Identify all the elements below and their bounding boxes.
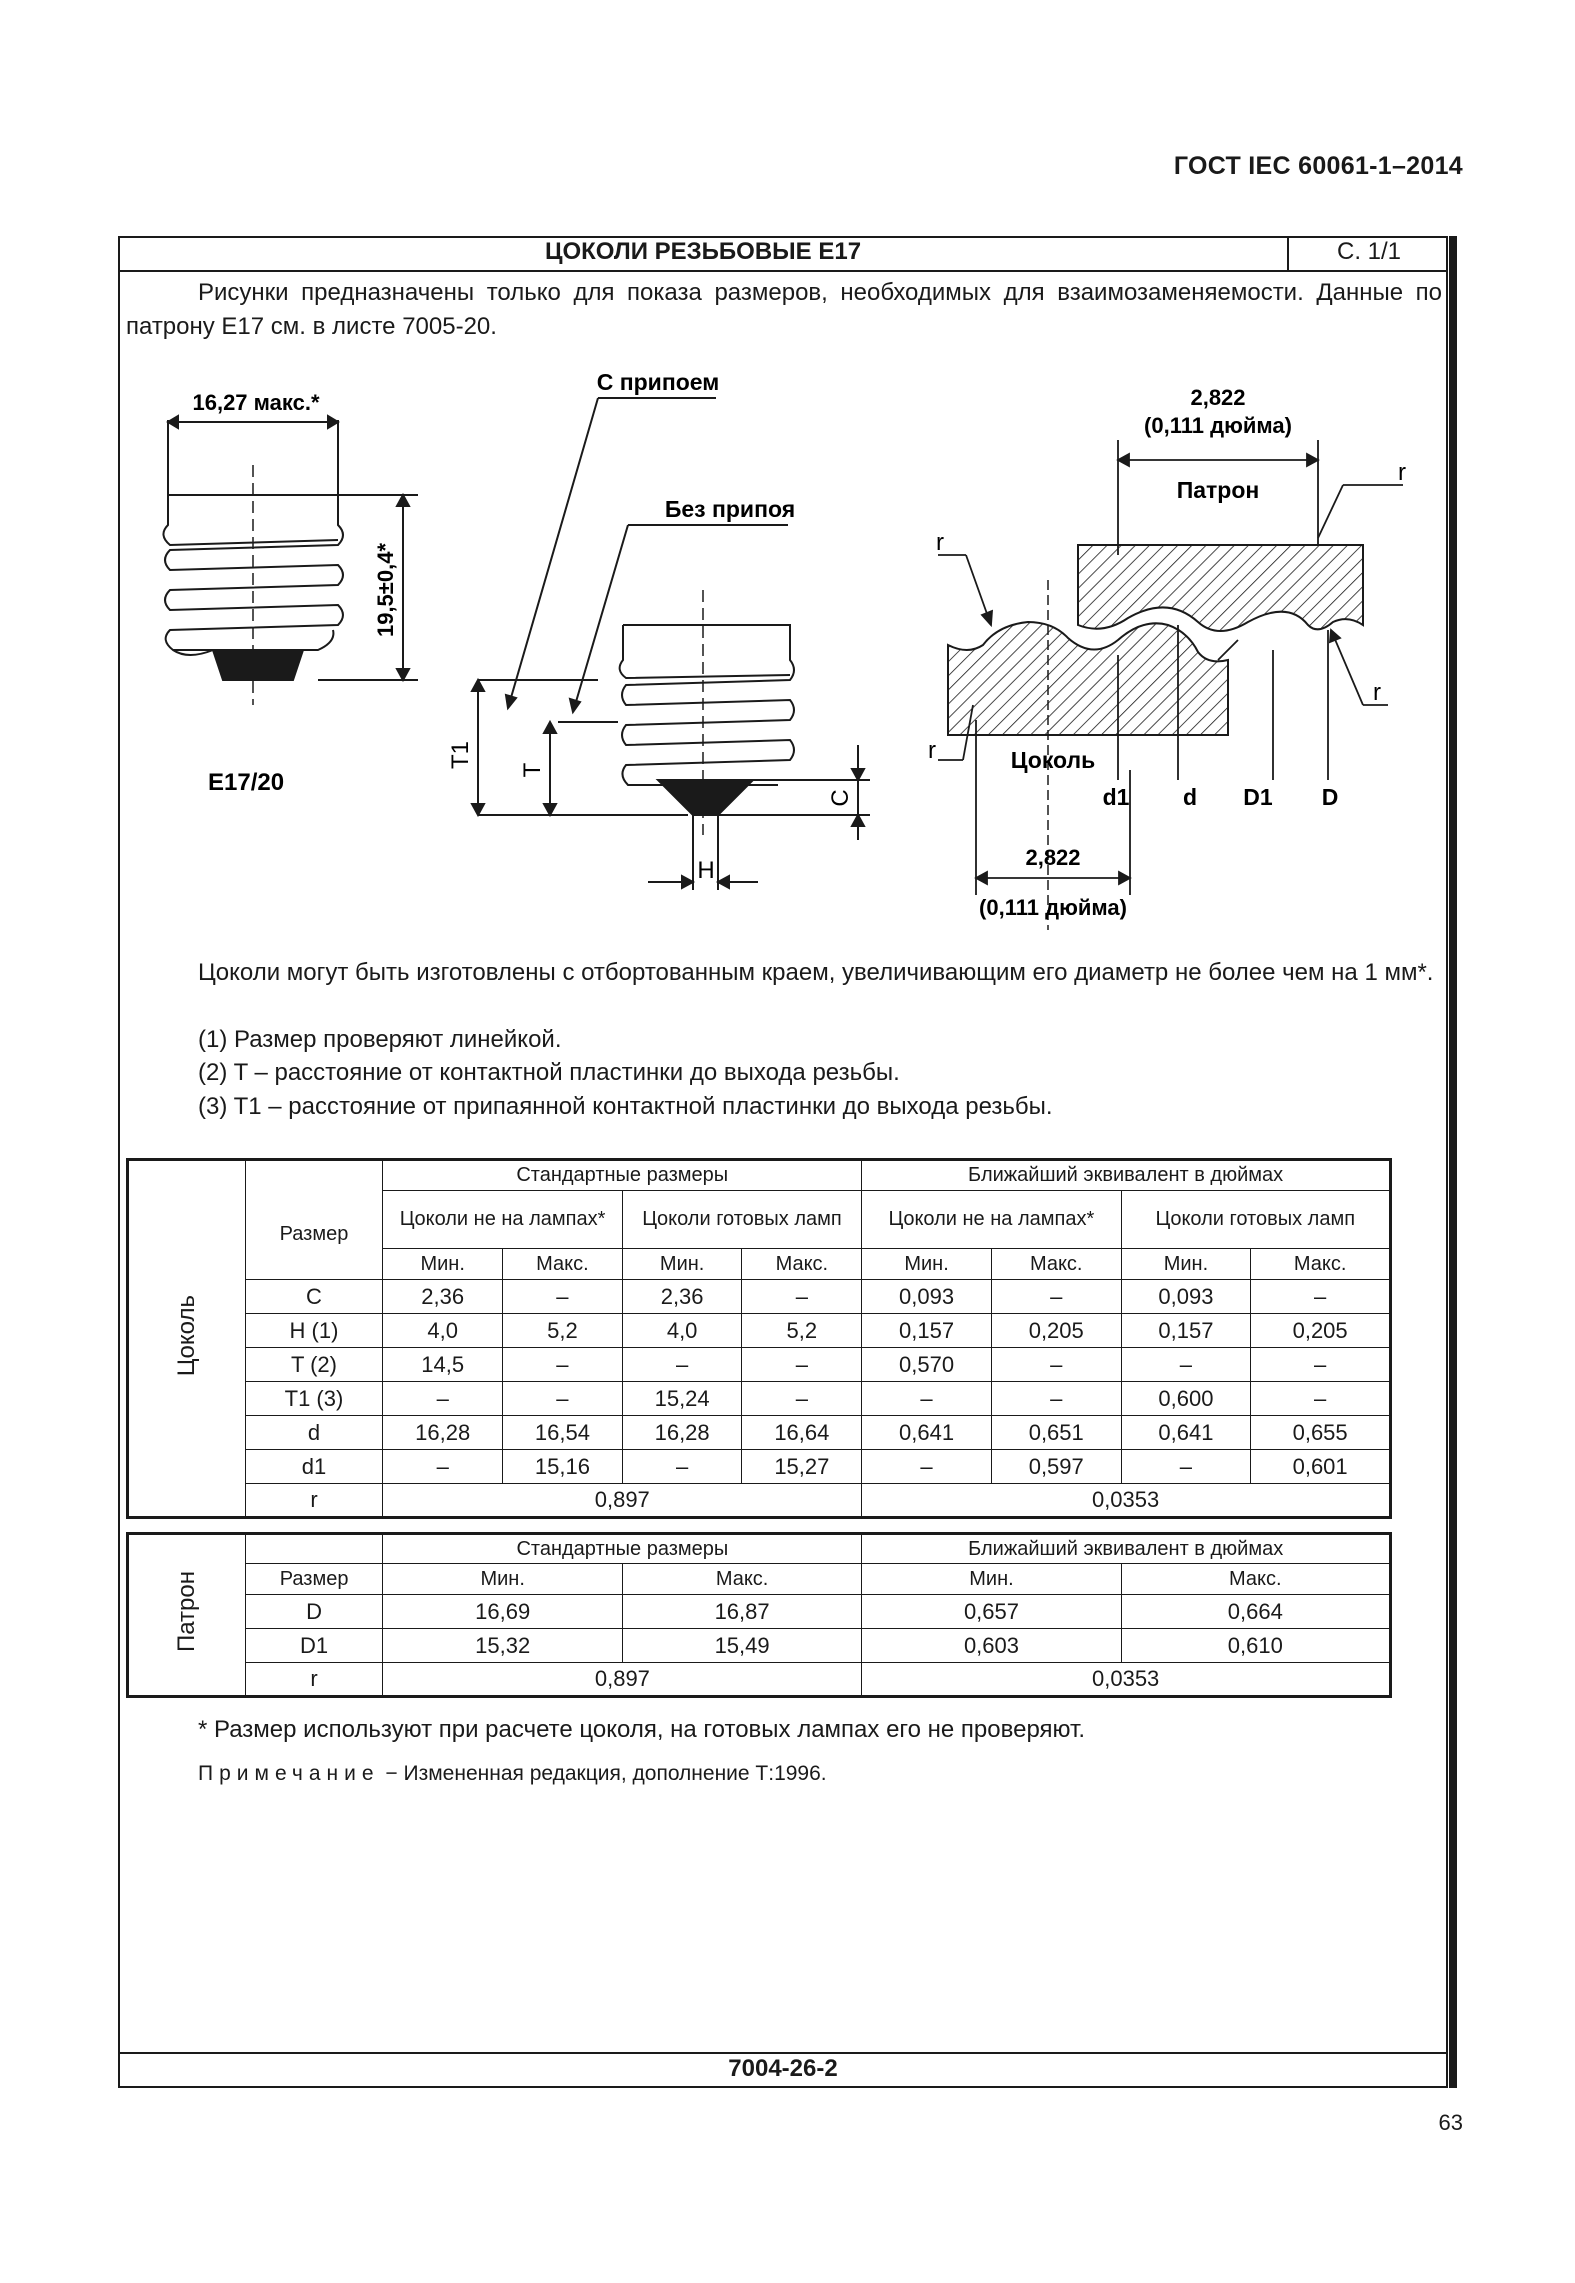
- with-solder-label: С припоем: [596, 369, 720, 395]
- table-row: [128, 1629, 1391, 1663]
- D1-label: D1: [1243, 784, 1273, 810]
- table-row: [128, 1663, 1391, 1697]
- page-number: 63: [1438, 2110, 1463, 2135]
- min-header: Мин.: [383, 1564, 622, 1595]
- min-header: Мин.: [862, 1564, 1121, 1595]
- table-cell: –: [1251, 1382, 1391, 1416]
- bottom-dim-inch-label: (0,111 дюйма): [979, 895, 1127, 920]
- table-row: [128, 1314, 1391, 1348]
- min-header: Мин.: [383, 1249, 503, 1280]
- width-dim-label: 16,27 макс.*: [192, 390, 320, 415]
- finished-lamps-inch-header: Цоколи готовых ламп: [1121, 1191, 1390, 1249]
- std-group-header: Стандартные размеры: [383, 1534, 862, 1564]
- note-label: Примечание: [198, 1762, 380, 1785]
- table-cell: 0,655: [1251, 1416, 1391, 1450]
- paragraph-note-3: (3) T1 – расстояние от припаянной контактной пластинки до выхода резьбы.: [198, 1093, 1053, 1120]
- max-header: Макс.: [1121, 1564, 1390, 1595]
- h-label: H: [697, 857, 715, 884]
- d-label: d: [1182, 784, 1198, 810]
- technical-drawing: [118, 360, 1448, 930]
- note: [198, 1762, 827, 1786]
- table-row: [128, 1450, 1391, 1484]
- base-type-label: E17/20: [208, 769, 285, 796]
- bottom-dim-label: 2,822: [1025, 845, 1081, 870]
- std-group-header: Стандартные размеры: [383, 1160, 862, 1191]
- max-header: Макс.: [991, 1249, 1121, 1280]
- solder-sketch: [472, 398, 870, 890]
- sheet-frame-shadow: [1449, 236, 1457, 2088]
- table-cell: 0,600: [1121, 1382, 1251, 1416]
- paragraph-note-2: (2) T – расстояние от контактной пластинки до выхода резьбы.: [198, 1059, 900, 1086]
- table-cell: 0,897: [383, 1484, 862, 1518]
- table-row: [128, 1416, 1391, 1450]
- table-cell: 15,24: [622, 1382, 742, 1416]
- intro-text: Рисунки предназначены только для показа размеров, необходимых для взаимозаменяемости. Данные по патрону E17 см. в листе 7005-20.: [126, 279, 1442, 340]
- table-cell: 16,28: [622, 1416, 742, 1450]
- note-text: − Измененная редакция, дополнение Т:1996.: [385, 1762, 827, 1785]
- top-dim-inch-label: (0,111 дюйма): [1144, 413, 1292, 438]
- table-row: [128, 1382, 1391, 1416]
- without-solder-label: Без припоя: [664, 496, 796, 522]
- table-cell: 0,641: [862, 1416, 992, 1450]
- sheet-code: 7004-26-2: [728, 2055, 838, 2082]
- table-cell: 0,0353: [862, 1484, 1391, 1518]
- paragraph-main: Цоколи могут быть изготовлены с отбортованным краем, увеличивающим его диаметр не более чем на 1 мм*.: [198, 959, 1434, 986]
- table-cell: d1: [245, 1450, 383, 1484]
- table-cell: 0,610: [1121, 1629, 1390, 1663]
- height-dim-label: 19,5±0,4*: [373, 542, 398, 638]
- table-cell: –: [383, 1450, 503, 1484]
- sheet-page-indicator: С. 1/1: [1336, 238, 1402, 265]
- d1-label: d1: [1102, 784, 1130, 810]
- table-row: [128, 1484, 1391, 1518]
- table-cell: 15,16: [503, 1450, 623, 1484]
- table-cell: 0,664: [1121, 1595, 1390, 1629]
- finished-lamps-header: Цоколи готовых ламп: [622, 1191, 861, 1249]
- table-cell: 0,157: [1121, 1314, 1251, 1348]
- top-dim-label: 2,822: [1190, 385, 1246, 410]
- table-cell: –: [742, 1382, 862, 1416]
- table-cell: 0,0353: [862, 1663, 1391, 1697]
- holder-side-label: Патрон: [172, 1571, 200, 1653]
- radius-label-bottom-left: r: [928, 737, 936, 764]
- holder-side-label-cell: [128, 1534, 246, 1697]
- table-cell: 4,0: [622, 1314, 742, 1348]
- not-on-lamps-inch-header: Цоколи не на лампах*: [862, 1191, 1121, 1249]
- table-cell: 16,64: [742, 1416, 862, 1450]
- table-cell: 15,49: [622, 1629, 861, 1663]
- table-cell: –: [862, 1382, 992, 1416]
- max-header: Макс.: [742, 1249, 862, 1280]
- table-cell: –: [1121, 1348, 1251, 1382]
- table-cell: –: [1121, 1450, 1251, 1484]
- table-cell: 16,87: [622, 1595, 861, 1629]
- table-cell: 0,603: [862, 1629, 1121, 1663]
- table-cell: 2,36: [622, 1280, 742, 1314]
- table-cell: –: [742, 1348, 862, 1382]
- max-header: Макс.: [1251, 1249, 1391, 1280]
- footer-divider: [118, 2052, 1448, 2054]
- table-cell: –: [991, 1280, 1121, 1314]
- base-side-label: Цоколь: [172, 1294, 200, 1377]
- holder-label: Патрон: [1176, 477, 1260, 503]
- table-cell: –: [383, 1382, 503, 1416]
- table-cell: 0,570: [862, 1348, 992, 1382]
- t-label: T: [519, 762, 546, 778]
- table-cell: D: [245, 1595, 383, 1629]
- table-cell: 16,54: [503, 1416, 623, 1450]
- min-header: Мин.: [1121, 1249, 1251, 1280]
- table-cell: –: [622, 1450, 742, 1484]
- table-cell: –: [862, 1450, 992, 1484]
- radius-label-left: r: [936, 529, 944, 556]
- table-cell: –: [1251, 1348, 1391, 1382]
- table-cell: C: [245, 1280, 383, 1314]
- table-cell: 15,32: [383, 1629, 622, 1663]
- table-cell: 2,36: [383, 1280, 503, 1314]
- D-label: D: [1321, 784, 1339, 810]
- table-cell: –: [991, 1382, 1121, 1416]
- c-label: C: [827, 789, 854, 807]
- thread-profile-sketch: [938, 440, 1403, 930]
- table-cell: 14,5: [383, 1348, 503, 1382]
- table-cell: –: [503, 1348, 623, 1382]
- table-cell: 0,093: [862, 1280, 992, 1314]
- table-cell: 0,897: [383, 1663, 862, 1697]
- table-cell: 0,601: [1251, 1450, 1391, 1484]
- base-dimensions-table: [126, 1158, 1392, 1519]
- table-cell: –: [1251, 1280, 1391, 1314]
- table-cell: 5,2: [503, 1314, 623, 1348]
- table-row: [128, 1595, 1391, 1629]
- document-header: ГОСТ IEC 60061-1–2014: [1173, 152, 1463, 180]
- inch-group-header: Ближайший эквивалент в дюймах: [862, 1160, 1391, 1191]
- table-cell: –: [991, 1348, 1121, 1382]
- table-cell: D1: [245, 1629, 383, 1663]
- t1-label: T1: [447, 740, 474, 770]
- size-header: Размер: [245, 1191, 383, 1280]
- min-header: Мин.: [862, 1249, 992, 1280]
- table-cell: 0,205: [1251, 1314, 1391, 1348]
- table-cell: 0,657: [862, 1595, 1121, 1629]
- paragraph-note-1: (1) Размер проверяют линейкой.: [198, 1026, 562, 1053]
- radius-label-top-right: r: [1398, 459, 1406, 486]
- sheet-title: ЦОКОЛИ РЕЗЬБОВЫЕ E17: [544, 238, 862, 265]
- table-cell: T1 (3): [245, 1382, 383, 1416]
- table-cell: 4,0: [383, 1314, 503, 1348]
- max-header: Макс.: [622, 1564, 861, 1595]
- table-cell: 0,157: [862, 1314, 992, 1348]
- table-cell: 5,2: [742, 1314, 862, 1348]
- holder-dimensions-table: [126, 1532, 1392, 1698]
- table-cell: 16,28: [383, 1416, 503, 1450]
- base-label: Цоколь: [1010, 747, 1096, 773]
- table-cell: r: [245, 1484, 383, 1518]
- table-cell: 16,69: [383, 1595, 622, 1629]
- min-header: Мин.: [622, 1249, 742, 1280]
- table-cell: T (2): [245, 1348, 383, 1382]
- table-cell: 0,597: [991, 1450, 1121, 1484]
- not-on-lamps-header: Цоколи не на лампах*: [383, 1191, 622, 1249]
- base-side-label-cell: [128, 1160, 246, 1518]
- size-header: Размер: [245, 1564, 383, 1595]
- table-cell: –: [503, 1382, 623, 1416]
- inch-group-header: Ближайший эквивалент в дюймах: [862, 1534, 1391, 1564]
- radius-label-right: r: [1373, 679, 1381, 706]
- footnote: * Размер используют при расчете цоколя, на готовых лампах его не проверяют.: [198, 1716, 1085, 1743]
- table-row: [128, 1280, 1391, 1314]
- table-cell: –: [503, 1280, 623, 1314]
- table-cell: 0,093: [1121, 1280, 1251, 1314]
- table-cell: 0,651: [991, 1416, 1121, 1450]
- table-row: [128, 1348, 1391, 1382]
- table-cell: 15,27: [742, 1450, 862, 1484]
- table-cell: r: [245, 1663, 383, 1697]
- table-cell: d: [245, 1416, 383, 1450]
- max-header: Макс.: [503, 1249, 623, 1280]
- table-cell: 0,641: [1121, 1416, 1251, 1450]
- table-cell: –: [742, 1280, 862, 1314]
- table-cell: 0,205: [991, 1314, 1121, 1348]
- table-cell: H (1): [245, 1314, 383, 1348]
- table-cell: –: [622, 1348, 742, 1382]
